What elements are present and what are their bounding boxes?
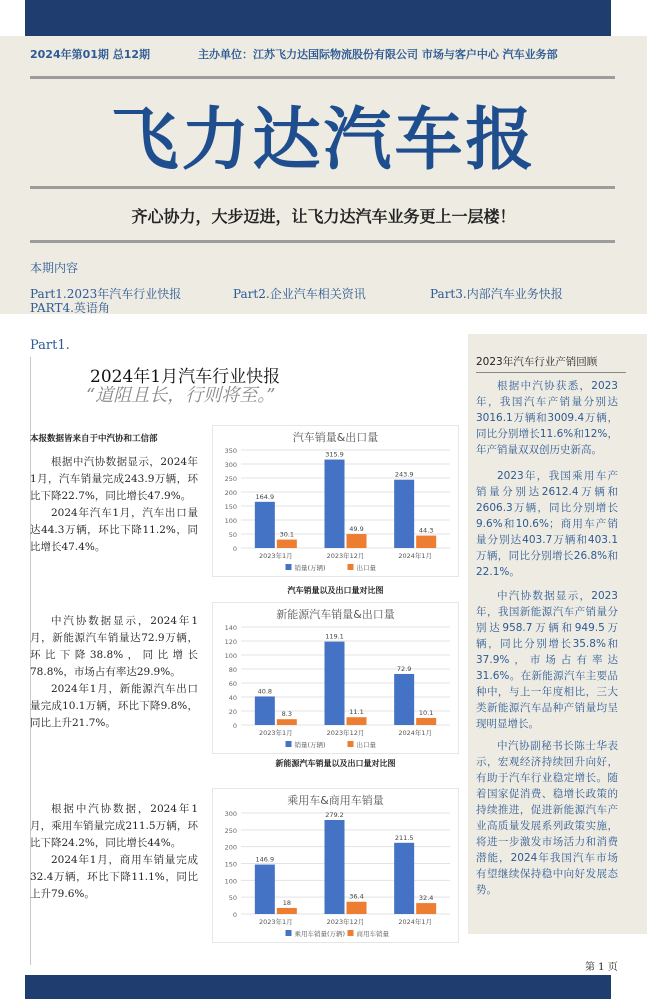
chart-title: 汽车销量&出口量 [292,431,379,444]
x-tick-label: 2023年1月 [258,729,293,737]
chart-caption: 新能源汽车销量以及出口量对比图 [275,759,396,768]
header-rule-middle [30,186,615,189]
bar [255,696,275,725]
legend-swatch [286,930,292,936]
y-tick-label: 300 [224,810,237,818]
sidebar-title: 2023年汽车行业产销回顾 [476,356,598,368]
x-tick-label: 2023年1月 [258,552,293,560]
toc-title: 本期内容 [30,261,79,275]
toc-item-part2[interactable]: Part2.企业汽车相关资讯 [233,287,366,301]
data-label: 10.1 [418,708,434,717]
data-label: 146.9 [255,855,275,864]
paragraph: 2024年1月，新能源汽车出口量完成10.1万辆，环比下降9.8%，同比上升21.7%。 [30,683,198,729]
paragraph: 根据中汽协获悉，2023年，我国汽车产销量分别达3016.1万辆和3009.4万辆，同比分别增长11.6%和12%，年产销量双双创历史新高。 [476,380,618,456]
data-label: 44.3 [418,526,434,535]
section-title: 2024年1月汽车行业快报 [90,367,281,387]
sidebar-paragraph [476,378,618,458]
top-color-band [25,0,611,36]
y-tick-label: 20 [228,708,237,716]
sidebar-paragraph [476,588,618,732]
x-tick-label: 2023年12月 [326,918,365,926]
masthead-title: 飞力达汽车报 [110,101,537,180]
header-rule-top [30,76,615,79]
paragraph: 根据中汽协数据，2024年1月，乘用车销量完成211.5万辆，环比下降24.2%，同比增长44%。 [30,803,198,849]
y-tick-label: 300 [224,461,237,469]
host-organization: 主办单位：江苏飞力达国际物流股份有限公司 市场与客户中心 汽车业务部 [198,48,558,61]
bar [347,717,367,725]
chart-auto-sales-export [212,425,459,577]
page-number: 第 1 页 [585,962,618,973]
paragraph: 根据中汽协数据显示，2024年1月，汽车销量完成243.9万辆，环比下降22.7%，同比增长47.9%。 [30,456,198,502]
x-tick-label: 2024年1月 [398,552,433,560]
quote: “道阻且长，行则将至。” [86,385,276,406]
y-tick-label: 0 [232,722,237,730]
sidebar-paragraph [476,468,618,580]
legend-swatch [348,564,354,570]
chart-title: 新能源汽车销量&出口量 [276,608,395,621]
bar [394,480,414,548]
toc-item-part3[interactable]: Part3.内部汽车业务快报 [430,287,563,301]
y-tick-label: 0 [232,911,237,919]
legend-swatch [348,741,354,747]
y-tick-label: 100 [224,652,237,660]
chart-svg [213,603,458,753]
sidebar-paragraph [476,738,618,898]
legend-label: 出口量 [356,564,376,572]
data-label: 49.9 [349,525,364,534]
data-label: 18 [282,898,291,907]
y-tick-label: 350 [224,447,237,455]
y-tick-label: 100 [224,517,237,525]
bar [416,903,436,914]
paragraph: 中汽协数据显示，2023年，我国新能源汽车产销量分别达958.7万辆和949.5万辆，同比分别增长35.8%和37.9%，市场占有率达31.6%。在新能源汽车主要品种中，与上一年度相比，三大类新能源汽车品种产销量均呈现明显增长。 [476,590,618,730]
bar [416,718,436,725]
header-rule-bottom [30,240,615,243]
toc-item-part4[interactable]: PART4.英语角 [30,301,110,315]
data-label: 315.9 [325,450,344,459]
paragraph: 中汽协数据显示，2024年1月，新能源汽车销量达72.9万辆，环比下降38.8%，同比增长78.8%，市场占有率达29.9%。 [30,615,198,678]
y-tick-label: 120 [224,638,237,646]
toc-item-part1[interactable]: Part1.2023年汽车行业快报 [30,287,182,301]
bar [277,719,297,725]
data-label: 119.1 [325,632,344,641]
data-label: 8.3 [281,710,293,719]
x-tick-label: 2023年12月 [326,552,365,560]
legend-swatch [348,930,354,936]
data-label: 30.1 [279,530,295,539]
bar [394,843,414,914]
bar [325,460,345,548]
y-tick-label: 50 [228,531,237,539]
chart-caption: 汽车销量以及出口量对比图 [287,586,384,595]
bar [394,674,414,725]
bar [277,908,297,914]
y-tick-label: 50 [228,894,237,903]
paragraph: 2024年1月，商用车销量完成32.4万辆，环比下降11.1%，同比上升79.6%。 [30,854,198,900]
chart-svg [213,789,458,942]
x-tick-label: 2024年1月 [398,729,433,737]
data-label: 32.4 [418,894,434,903]
paragraph: 2024年汽车1月，汽车出口量达44.3万辆，环比下降11.2%，同比增长47.4%。 [30,507,198,553]
chart-svg [213,426,458,576]
x-tick-label: 2023年1月 [258,918,293,926]
data-label: 164.9 [255,492,275,501]
bar [325,642,345,725]
chart-nev-sales-export [212,602,459,754]
x-tick-label: 2023年12月 [326,729,365,737]
data-label: 211.5 [394,833,414,842]
bar [416,536,436,548]
bar [277,540,297,548]
y-tick-label: 100 [224,877,237,886]
source-note: 本报数据皆来自于中汽协和工信部 [30,434,158,444]
x-tick-label: 2024年1月 [398,918,433,926]
y-tick-label: 200 [224,843,237,852]
slogan: 齐心协力，大步迈进，让飞力达汽车业务更上一层楼！ [131,207,516,226]
y-tick-label: 80 [228,666,237,674]
data-label: 36.4 [349,892,364,901]
text-block-passenger-commercial [30,801,198,903]
bar [255,865,275,914]
y-tick-label: 40 [228,694,237,702]
bar [255,502,275,548]
data-label: 243.9 [394,470,414,479]
bar [347,902,367,914]
text-block-auto-sales [30,454,198,556]
text-block-nev [30,613,198,732]
data-label: 72.9 [396,664,412,673]
y-tick-label: 250 [224,475,237,483]
legend-label: 销量(万辆) [294,741,326,749]
y-tick-label: 60 [228,680,237,688]
paragraph: 2023年，我国乘用车产销量分别达2612.4万辆和2606.3万辆，同比分别增长9.6%和10.6%；商用车产销量分别达403.7万辆和403.1万辆，同比分别增长26.8%和22.1%。 [476,470,618,578]
legend-swatch [286,564,292,570]
legend-label: 销量(万辆) [294,564,326,572]
bar [347,534,367,548]
chart-title: 乘用车&商用车销量 [287,794,384,807]
legend-swatch [286,741,292,747]
y-tick-label: 0 [232,545,237,553]
y-tick-label: 140 [224,624,237,632]
data-label: 40.8 [257,687,273,696]
data-label: 279.2 [325,811,344,820]
sidebar-rule [476,372,626,373]
bottom-color-band [25,975,611,999]
y-tick-label: 150 [224,860,237,869]
part-label: Part1. [30,338,70,353]
y-tick-label: 150 [224,503,237,511]
y-tick-label: 200 [224,489,237,497]
legend-label: 商用车销量 [356,930,389,938]
chart-passenger-commercial [212,788,459,943]
bar [325,820,345,914]
legend-label: 出口量 [356,741,376,749]
legend-label: 乘用车销量(万辆) [294,930,346,938]
issue-number: 2024年第01期 总12期 [30,48,151,61]
paragraph: 中汽协副秘书长陈士华表示，宏观经济持续回升向好，有助于汽车行业稳定增长。随着国家促消费、稳增长政策的持续推进，促进新能源汽车产业高质量发展系列政策实施，将进一步激发市场活力和消费潜能，2024年我国汽车市场有望继续保持稳中向好发展态势。 [476,740,618,896]
y-tick-label: 250 [224,826,237,835]
data-label: 11.1 [349,708,364,717]
